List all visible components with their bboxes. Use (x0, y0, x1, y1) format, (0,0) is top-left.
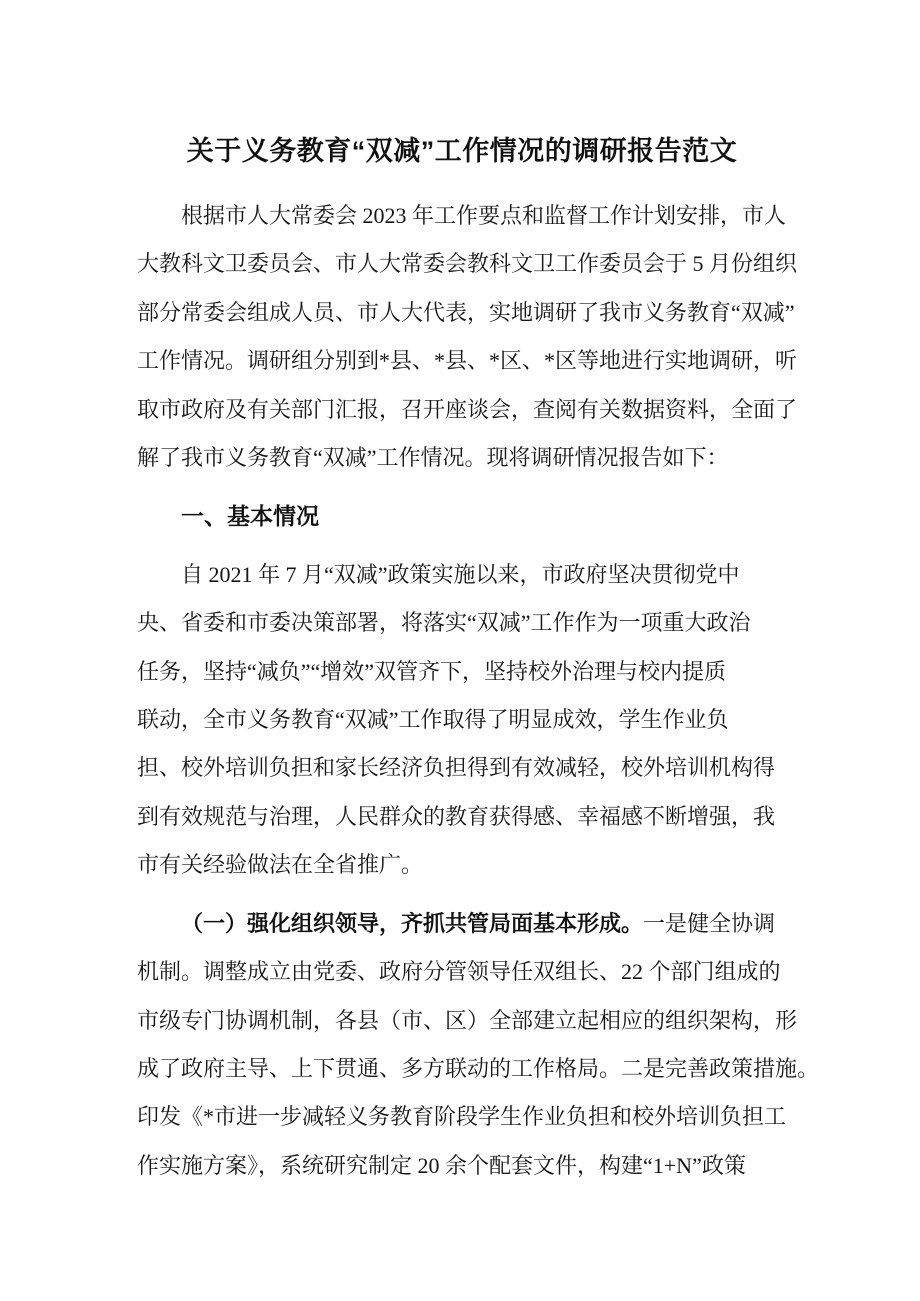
paragraph-line: 部分常委会组成人员、市人大代表，实地调研了我市义务教育“双减” (137, 299, 795, 325)
paragraph-2 (137, 551, 787, 890)
section-heading-basic-situation: 一、基本情况 (181, 503, 319, 530)
paragraph-line: 成了政府主导、上下贯通、多方联动的工作格局。二是完善政策措施。 (137, 1055, 820, 1081)
paragraph-line: 根据市人大常委会 2023 年工作要点和监督工作计划安排，市人 (181, 203, 787, 228)
paragraph-3 (137, 900, 820, 1190)
paragraph-line: 市级专门协调机制，各县（市、区）全部建立起相应的组织架构，形 (137, 1007, 798, 1033)
paragraph-line: 担、校外培训负担和家长经济负担得到有效减轻，校外培训机构得 (137, 755, 776, 781)
paragraph-line: 取市政府及有关部门汇报，召开座谈会，查阅有关数据资料，全面了 (137, 396, 798, 422)
paragraph-line: 市有关经验做法在全省推广。 (137, 852, 424, 878)
document-title: 关于义务教育“双减”工作情况的调研报告范文 (186, 136, 738, 166)
paragraph-bold-lead: （一）强化组织领导，齐抓共管局面基本形成。 (181, 910, 644, 936)
paragraph-line: 联动，全市义务教育“双减”工作取得了明显成效，学生作业负 (137, 707, 729, 733)
paragraph-line: 解了我市义务教育“双减”工作情况。现将调研情况报告如下： (137, 445, 729, 471)
paragraph-line: 到有效规范与治理，人民群众的教育获得感、幸福感不断增强，我 (137, 803, 776, 829)
paragraph-line: 工作情况。调研组分别到*县、*县、*区、*区等地进行实地调研，听 (137, 348, 798, 374)
paragraph-line: 自 2021 年 7 月“双减”政策实施以来，市政府坚决贯彻党中 (181, 561, 740, 587)
document-content (137, 0, 820, 1190)
paragraph-line: 作实施方案》，系统研究制定 20 余个配套文件，构建“1+N”政策 (137, 1152, 746, 1178)
paragraph-line: 印发《*市进一步减轻义务教育阶段学生作业负担和校外培训负担工 (137, 1104, 787, 1130)
paragraph-line: 任务，坚持“减负”“增效”双管齐下，坚持校外治理与校内提质 (137, 658, 727, 684)
paragraph-line-text: 一是健全协调 (643, 910, 776, 936)
paragraph-line: 央、省委和市委决策部署，将落实“双减”工作作为一项重大政治 (137, 610, 751, 636)
paragraph-1 (137, 192, 798, 482)
paragraph-line: 机制。调整成立由党委、政府分管领导任双组长、22 个部门组成的 (137, 959, 781, 985)
paragraph-line (137, 900, 787, 948)
paragraph-line: 大教科文卫委员会、市人大常委会教科文卫工作委员会于 5 月份组织 (137, 251, 798, 277)
